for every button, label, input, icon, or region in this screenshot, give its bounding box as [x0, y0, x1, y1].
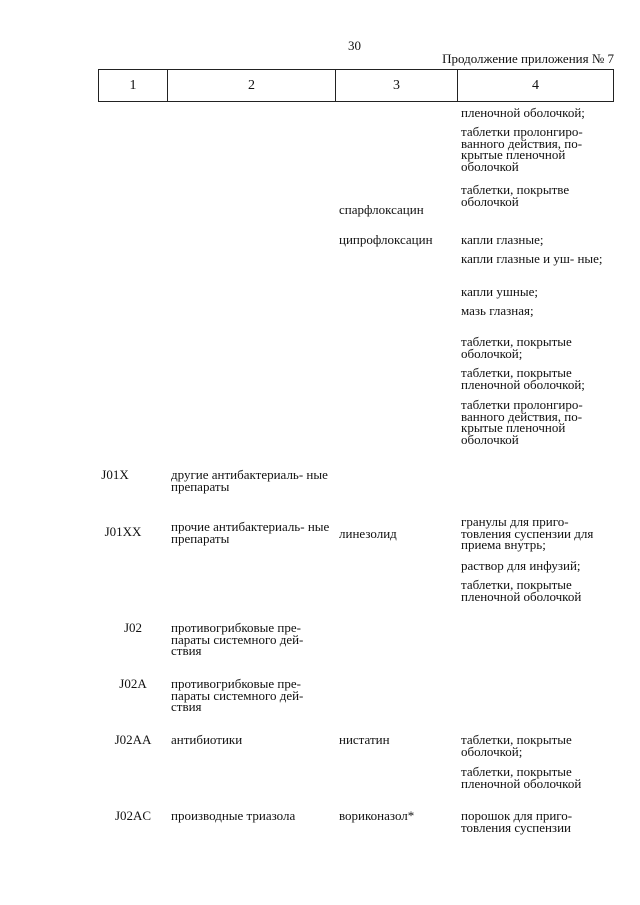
- form-entry: таблетки, покрытые оболочкой;: [461, 334, 572, 361]
- form-entry: порошок для приго- товления суспензии: [461, 808, 573, 835]
- drug-name: вориконазол*: [339, 808, 415, 823]
- atc-code: J01X: [101, 467, 129, 482]
- form-entry: капли ушные;: [461, 284, 538, 299]
- atc-code: J02AA: [114, 732, 152, 747]
- page-number: 30: [348, 38, 361, 53]
- group-name: противогрибковые пре- параты системного дей- ствия: [171, 620, 304, 658]
- column-header-2: 2: [168, 70, 336, 102]
- group-name: производные триазола: [171, 808, 296, 823]
- column-header-4: 4: [458, 70, 614, 102]
- form-entry: пленочной оболочкой;: [461, 105, 585, 120]
- form-entry: таблетки, покрытве оболочкой: [461, 182, 570, 209]
- column-header-3: 3: [336, 70, 458, 102]
- drug-name: нистатин: [339, 732, 390, 747]
- group-name: противогрибковые пре- параты системного дей- ствия: [171, 676, 304, 714]
- drug-name: линезолид: [339, 526, 397, 541]
- drug-name: ципрофлоксацин: [339, 232, 433, 247]
- atc-code: J02AC: [114, 808, 152, 823]
- form-entry: мазь глазная;: [461, 303, 534, 318]
- group-name: прочие антибактериаль- ные препараты: [171, 519, 330, 546]
- group-name: антибиотики: [171, 732, 243, 747]
- atc-code: J02: [123, 620, 143, 635]
- form-entry: раствор для инфузий;: [461, 558, 581, 573]
- form-entry: таблетки, покрытые оболочкой;: [461, 732, 572, 759]
- form-entry: таблетки, покрытые пленочной оболочкой: [461, 764, 582, 791]
- column-header-1: 1: [99, 70, 168, 102]
- drug-name: спарфлоксацин: [339, 202, 424, 217]
- form-entry: гранулы для приго- товления суспензии для приема внутрь;: [461, 514, 594, 552]
- form-entry: таблетки пролонгиро- ванного действия, по- крытые пленочной оболочкой: [461, 124, 583, 174]
- form-entry: капли глазные и уш- ные;: [461, 251, 603, 266]
- atc-code: J02A: [119, 676, 147, 691]
- continuation-label: Продолжение приложения № 7: [442, 51, 614, 66]
- atc-code: J01XX: [104, 524, 142, 539]
- form-entry: таблетки, покрытые пленочной оболочкой: [461, 577, 582, 604]
- form-entry: таблетки, покрытые пленочной оболочкой;: [461, 365, 585, 392]
- column-header-table: [98, 69, 614, 102]
- form-entry: таблетки пролонгиро- ванного действия, по- крытые пленочной оболочкой: [461, 397, 583, 447]
- form-entry: капли глазные;: [461, 232, 544, 247]
- group-name: другие антибактериаль- ные препараты: [171, 467, 328, 494]
